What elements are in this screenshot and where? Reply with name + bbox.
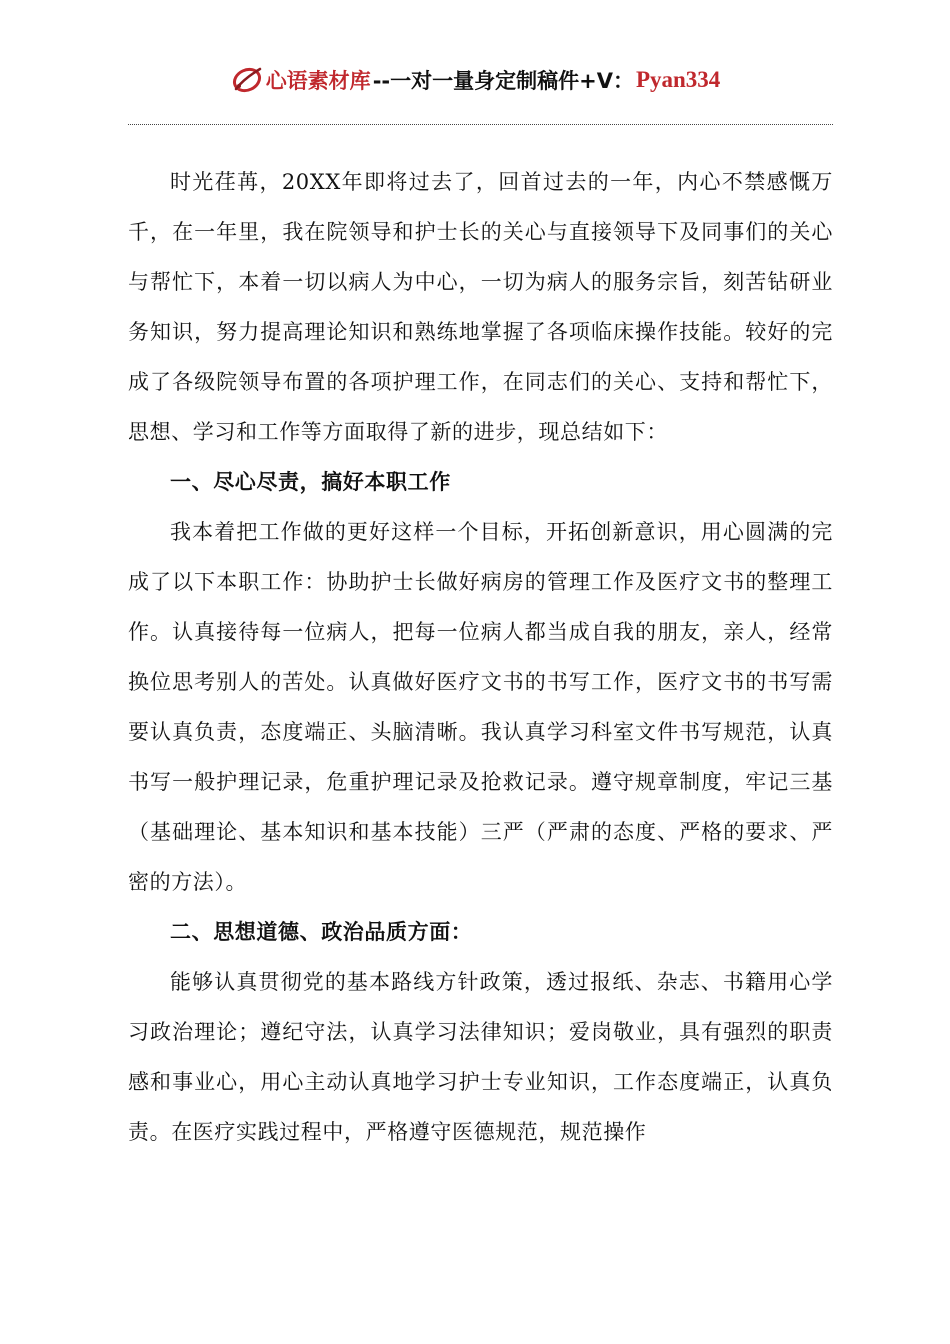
header-tagline: --一对一量身定制稿件+V： [372,69,634,93]
section-heading-2: 二、思想道德、政治品质方面： [170,920,473,944]
paragraph-duties: 我本着把工作做的更好这样一个目标，开拓创新意识，用心圆满的完成了以下本职工作：协助护士长做好病房的管理工作及医疗文书的整理工作。认真接待每一位病人，把每一位病人都当成自我的朋友，亲人，经常换位思考别人的苦处。认真做好医疗文书的书写工作，医疗文书的书写需要认真负责，态度端正、头脑清晰。我认真学习科室文件书写规范，认真书写一般护理记录，危重护理记录及抢救记录。遵守规章制度，牢记三基（基础理论、基本知识和基本技能）三严（严肃的态度、严格的要求、严密的方法）。 [128,520,833,894]
section-heading-1: 一、尽心尽责，搞好本职工作 [170,470,451,494]
paragraph-intro: 时光荏苒，20XX年即将过去了，回首过去的一年，内心不禁感慨万千，在一年里，我在院领导和护士长的关心与直接领导下及同事们的关心与帮忙下，本着一切以病人为中心，一切为病人的服务宗旨，刻苦钻研业务知识，努力提高理论知识和熟练地掌握了各项临床操作技能。较好的完成了各级院领导布置的各项护理工作，在同志们的关心、支持和帮忙下，思想、学习和工作等方面取得了新的进步，现总结如下： [128,170,833,444]
header-divider [128,124,833,125]
header-banner [230,63,721,97]
brand-name: 心语素材库 [265,68,371,93]
document-body [128,157,833,1157]
contact-id: Pyan334 [635,67,721,92]
page-header [0,58,950,102]
brush-stroke-logo-icon [230,63,264,97]
paragraph-ethics: 能够认真贯彻党的基本路线方针政策，透过报纸、杂志、书籍用心学习政治理论；遵纪守法，认真学习法律知识；爱岗敬业，具有强烈的职责感和事业心，用心主动认真地学习护士专业知识，工作态度端正，认真负责。在医疗实践过程中，严格遵守医德规范，规范操作 [128,970,833,1144]
